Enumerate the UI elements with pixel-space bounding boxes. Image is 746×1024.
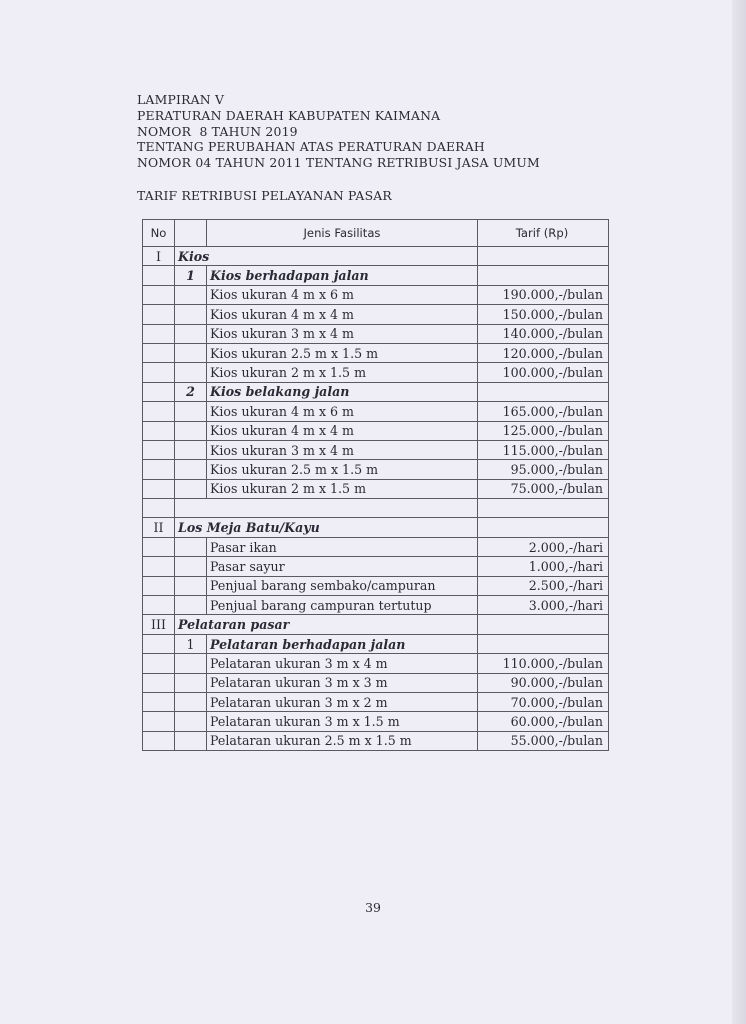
sub-number (175, 324, 207, 343)
row-number (143, 557, 175, 576)
row-number (143, 499, 175, 518)
sub-number (175, 692, 207, 711)
header-line: TENTANG PERUBAHAN ATAS PERATURAN DAERAH (137, 139, 485, 155)
facility-label: Kios ukuran 4 m x 4 m (207, 421, 478, 440)
row-number (143, 596, 175, 615)
table-row (143, 634, 609, 653)
tarif-value: 2.500,-/hari (478, 576, 609, 595)
row-number (143, 343, 175, 362)
facility-label: Kios ukuran 3 m x 4 m (207, 440, 478, 459)
tarif-value: 125.000,-/bulan (478, 421, 609, 440)
tarif-value: 115.000,-/bulan (478, 440, 609, 459)
row-number (143, 285, 175, 304)
facility-label: Kios ukuran 4 m x 6 m (207, 402, 478, 421)
facility-label: Kios ukuran 4 m x 4 m (207, 305, 478, 324)
facility-label: Pelataran ukuran 3 m x 4 m (207, 654, 478, 673)
sub-number (175, 712, 207, 731)
table-header-row (143, 220, 609, 247)
page-number: 39 (365, 900, 381, 915)
row-number (143, 305, 175, 324)
sub-number (175, 654, 207, 673)
facility-label: Kios ukuran 2.5 m x 1.5 m (207, 343, 478, 362)
sub-number (175, 731, 207, 750)
tarif-value: 140.000,-/bulan (478, 324, 609, 343)
table-row (143, 518, 609, 537)
tarif-value: 110.000,-/bulan (478, 654, 609, 673)
row-number (143, 402, 175, 421)
header-line: NOMOR 04 TAHUN 2011 TENTANG RETRIBUSI JASA UMUM (137, 155, 540, 171)
tarif-cell (478, 499, 609, 518)
table-row (143, 692, 609, 711)
table-row (143, 266, 609, 285)
facility-label: Penjual barang campuran tertutup (207, 596, 478, 615)
sub-number (175, 343, 207, 362)
sub-number: 1 (175, 266, 207, 285)
table-row (143, 712, 609, 731)
row-number (143, 363, 175, 382)
tarif-value: 100.000,-/bulan (478, 363, 609, 382)
row-number (143, 634, 175, 653)
tarif-cell (478, 382, 609, 401)
sub-number (175, 576, 207, 595)
sub-number (175, 596, 207, 615)
tarif-value: 2.000,-/hari (478, 537, 609, 556)
sub-number (175, 440, 207, 459)
sub-number (175, 421, 207, 440)
row-number (143, 537, 175, 556)
row-number (143, 460, 175, 479)
table-row (143, 499, 609, 518)
tarif-cell (478, 634, 609, 653)
row-number (143, 440, 175, 459)
row-number (143, 421, 175, 440)
table-row (143, 343, 609, 362)
section-label: Pelataran pasar (175, 615, 478, 634)
sub-number: 2 (175, 382, 207, 401)
facility-label: Pelataran ukuran 3 m x 3 m (207, 673, 478, 692)
tarif-value: 55.000,-/bulan (478, 731, 609, 750)
sub-number (175, 557, 207, 576)
subsection-label: Pelataran berhadapan jalan (207, 634, 478, 653)
document-header (137, 92, 540, 171)
table-row (143, 596, 609, 615)
header-line: NOMOR 8 TAHUN 2019 (137, 123, 298, 139)
row-number: II (143, 518, 175, 537)
tarif-cell (478, 266, 609, 285)
column-header-jenis: Jenis Fasilitas (207, 220, 478, 247)
table-row (143, 247, 609, 266)
table-row (143, 421, 609, 440)
tarif-value: 150.000,-/bulan (478, 305, 609, 324)
row-number (143, 654, 175, 673)
row-number: I (143, 247, 175, 266)
table-body (143, 247, 609, 751)
page-edge-shadow (732, 0, 746, 1024)
tarif-value: 165.000,-/bulan (478, 402, 609, 421)
row-number (143, 324, 175, 343)
facility-label: Kios ukuran 2 m x 1.5 m (207, 363, 478, 382)
tarif-value: 1.000,-/hari (478, 557, 609, 576)
facility-label: Kios ukuran 3 m x 4 m (207, 324, 478, 343)
facility-label: Pasar ikan (207, 537, 478, 556)
sub-number (175, 479, 207, 498)
tarif-value: 120.000,-/bulan (478, 343, 609, 362)
row-number (143, 692, 175, 711)
row-number (143, 731, 175, 750)
sub-number: 1 (175, 634, 207, 653)
row-number (143, 712, 175, 731)
sub-number (175, 363, 207, 382)
table-row (143, 285, 609, 304)
table-row (143, 479, 609, 498)
tarif-value: 60.000,-/bulan (478, 712, 609, 731)
facility-label: Pasar sayur (207, 557, 478, 576)
sub-number (175, 537, 207, 556)
section-label: Los Meja Batu/Kayu (175, 518, 478, 537)
tarif-cell (478, 518, 609, 537)
table-row (143, 440, 609, 459)
subsection-label: Kios belakang jalan (207, 382, 478, 401)
table-row (143, 673, 609, 692)
tarif-value: 75.000,-/bulan (478, 479, 609, 498)
row-number (143, 266, 175, 285)
sub-number (175, 285, 207, 304)
sub-number (175, 460, 207, 479)
facility-label: Kios ukuran 2.5 m x 1.5 m (207, 460, 478, 479)
table-row (143, 382, 609, 401)
section-label: Kios (175, 247, 478, 266)
tarif-value: 3.000,-/hari (478, 596, 609, 615)
table-row (143, 460, 609, 479)
table-row (143, 576, 609, 595)
table-row (143, 615, 609, 634)
row-number: III (143, 615, 175, 634)
table-row (143, 654, 609, 673)
facility-label: Kios ukuran 4 m x 6 m (207, 285, 478, 304)
row-number (143, 382, 175, 401)
tarif-cell (478, 615, 609, 634)
row-number (143, 576, 175, 595)
facility-label: Pelataran ukuran 3 m x 1.5 m (207, 712, 478, 731)
table-row (143, 731, 609, 750)
table-row (143, 402, 609, 421)
tarif-value: 70.000,-/bulan (478, 692, 609, 711)
subsection-label: Kios berhadapan jalan (207, 266, 478, 285)
facility-label: Pelataran ukuran 3 m x 2 m (207, 692, 478, 711)
sub-number (175, 305, 207, 324)
header-line: LAMPIRAN V (137, 92, 225, 107)
table-row (143, 537, 609, 556)
facility-label: Kios ukuran 2 m x 1.5 m (207, 479, 478, 498)
column-header-no: No (143, 220, 175, 247)
tarif-value: 190.000,-/bulan (478, 285, 609, 304)
table-title: TARIF RETRIBUSI PELAYANAN PASAR (137, 188, 392, 203)
tarif-cell (478, 247, 609, 266)
facility-label: Pelataran ukuran 2.5 m x 1.5 m (207, 731, 478, 750)
sub-number (175, 402, 207, 421)
facility-label: Penjual barang sembako/campuran (207, 576, 478, 595)
table-row (143, 557, 609, 576)
tarif-value: 90.000,-/bulan (478, 673, 609, 692)
tariff-table (142, 219, 609, 751)
sub-number (175, 673, 207, 692)
tarif-value: 95.000,-/bulan (478, 460, 609, 479)
column-header-spacer (175, 220, 207, 247)
header-line: PERATURAN DAERAH KABUPATEN KAIMANA (137, 107, 441, 123)
table-row (143, 305, 609, 324)
table-row (143, 363, 609, 382)
row-number (143, 673, 175, 692)
sub-number (175, 499, 478, 518)
table-row (143, 324, 609, 343)
row-number (143, 479, 175, 498)
column-header-tarif: Tarif (Rp) (478, 220, 609, 247)
